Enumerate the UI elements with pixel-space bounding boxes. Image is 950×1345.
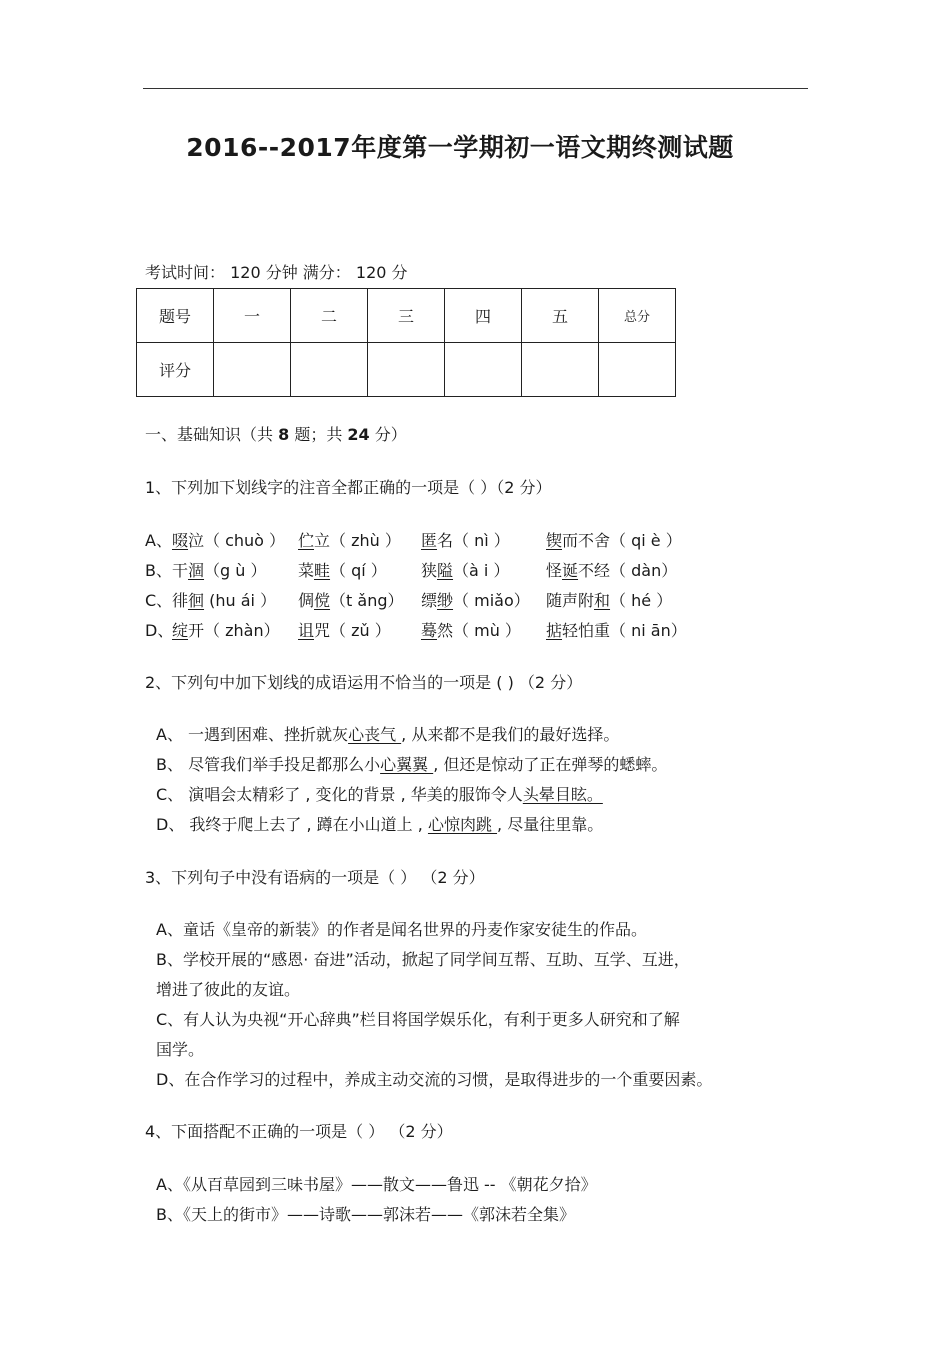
option-item [546, 621, 687, 641]
underlined-char: 伫 [298, 531, 315, 550]
underlined-char: 诞 [562, 561, 579, 580]
option-label: D、 [145, 621, 174, 640]
item-text: （ qí ） [330, 561, 387, 580]
underlined-char: 啜 [172, 531, 189, 550]
question-3-stem: 3、下列句子中没有语病的一项是（ ） （2 分） [145, 868, 485, 887]
option-item [298, 591, 404, 611]
item-text: 菜 [298, 561, 315, 580]
score-header-cell: 题号 [137, 289, 214, 343]
question-3-option-c-cont: 国学。 [156, 1040, 205, 1059]
item-text: （à i ） [453, 561, 510, 580]
underlined-char: 徊 [188, 591, 205, 610]
question-2-option-a [156, 725, 619, 745]
section-header-text: 题；共 [289, 425, 348, 444]
option-item [421, 591, 530, 611]
item-text: （ miǎo） [453, 591, 530, 610]
item-text: （g ù ） [204, 561, 267, 580]
option-item [298, 561, 387, 581]
option-text: , 尽量往里靠。 [497, 815, 604, 834]
option-label: B、 [156, 755, 183, 774]
underlined-char: 匿 [421, 531, 438, 550]
item-text: (hu ái ） [204, 591, 277, 610]
option-text: 尽管我们举手投足都那么小 [188, 755, 381, 774]
question-4-stem: 4、下面搭配不正确的一项是（ ） （2 分） [145, 1122, 453, 1141]
item-text: 狭 [421, 561, 438, 580]
section-header-text: 分） [369, 425, 407, 444]
question-3-option-a: A、童话《皇帝的新装》的作者是闻名世界的丹麦作家安徒生的作品。 [156, 920, 647, 939]
option-item [546, 591, 672, 611]
item-text: 而不舍（ qi è ） [562, 531, 682, 550]
question-2-option-b [156, 755, 667, 775]
section-1-header [145, 425, 407, 445]
score-table [136, 288, 676, 397]
score-header-cell: 五 [522, 289, 599, 343]
question-3-option-d: D、在合作学习的过程中，养成主动交流的习惯，是取得进步的一个重要因素。 [156, 1070, 713, 1089]
score-cell[interactable] [214, 343, 291, 397]
item-text: （t ǎng） [330, 591, 404, 610]
underlined-char: 掂 [546, 621, 563, 640]
item-text: 咒（ zǔ ） [314, 621, 391, 640]
underlined-char: 隘 [437, 561, 454, 580]
option-item [172, 561, 267, 581]
option-text: , 从来都不是我们的最好选择。 [401, 725, 620, 744]
section-points: 24 [347, 425, 370, 444]
score-table-score-row [137, 343, 676, 397]
question-3-option-b: B、学校开展的“感恩· 奋进”活动，掀起了同学间互帮、互助、互学、互进， [156, 950, 690, 969]
question-2-option-c [156, 785, 603, 805]
item-text: 缥 [421, 591, 438, 610]
option-label: B、 [145, 561, 172, 580]
score-cell[interactable] [445, 343, 522, 397]
option-text: , 但还是惊动了正在弹琴的蟋蟀。 [433, 755, 668, 774]
underlined-char: 锲 [546, 531, 563, 550]
item-text: 名（ nì ） [437, 531, 510, 550]
item-text: 怪 [546, 561, 563, 580]
option-item [298, 621, 391, 641]
underlined-char: 诅 [298, 621, 315, 640]
section-question-count: 8 [278, 425, 290, 444]
item-text: 随声附 [546, 591, 595, 610]
score-table-header-row [137, 289, 676, 343]
question-1-stem: 1、下列加下划线字的注音全都正确的一项是（ ）（2 分） [145, 478, 552, 497]
underlined-char: 蓦 [421, 621, 438, 640]
item-text: （ hé ） [610, 591, 673, 610]
underlined-char: 傥 [314, 591, 331, 610]
item-text: 不经（ dàn） [578, 561, 678, 580]
underlined-char: 缈 [437, 591, 454, 610]
underlined-char: 和 [594, 591, 611, 610]
exam-info: 考试时间： 120 分钟 满分： 120 分 [145, 263, 408, 282]
option-item [298, 531, 401, 551]
score-cell[interactable] [291, 343, 368, 397]
section-header-text: 一、基础知识（共 [145, 425, 279, 444]
option-item [546, 531, 682, 551]
item-text: 徘 [172, 591, 189, 610]
option-item [421, 561, 509, 581]
option-item [172, 531, 285, 551]
underlined-idiom: 心翼翼 [380, 755, 434, 774]
option-item [172, 591, 276, 611]
item-text: 立（ zhù ） [314, 531, 401, 550]
question-4-option-b: B、《天上的街市》——诗歌——郭沫若——《郭沫若全集》 [156, 1205, 575, 1224]
option-text: 我终于爬上去了 , 蹲在小山道上 , [189, 815, 428, 834]
question-3-option-c: C、有人认为央视“开心辞典”栏目将国学娱乐化，有利于更多人研究和了解 [156, 1010, 680, 1029]
underlined-char: 涸 [188, 561, 205, 580]
option-item [172, 621, 280, 641]
page-title: 2016--2017年度第一学期初一语文期终测试题 [186, 133, 734, 162]
question-2-stem: 2、下列句中加下划线的成语运用不恰当的一项是 ( ) （2 分） [145, 673, 583, 692]
score-row-label: 评分 [137, 343, 214, 397]
underlined-char: 畦 [314, 561, 331, 580]
item-text: 开（ zhàn） [188, 621, 280, 640]
question-3-option-b-cont: 增进了彼此的友谊。 [156, 980, 301, 999]
underlined-idiom: 心丧气 [348, 725, 402, 744]
option-item [421, 621, 521, 641]
option-text: 演唱会太精彩了 , 变化的背景 , 华美的服饰令人 [188, 785, 523, 804]
item-text: 轻怕重（ ni ān） [562, 621, 687, 640]
option-label: D、 [156, 815, 185, 834]
option-label: C、 [145, 591, 173, 610]
option-label: A、 [145, 531, 172, 550]
item-text: 泣（ chuò ） [188, 531, 286, 550]
question-2-option-d [156, 815, 603, 835]
underlined-char: 绽 [172, 621, 189, 640]
item-text: 然（ mù ） [437, 621, 521, 640]
item-text: 倜 [298, 591, 315, 610]
option-label: C、 [156, 785, 184, 804]
option-label: A、 [156, 725, 183, 744]
option-item [546, 561, 677, 581]
score-header-cell: 一 [214, 289, 291, 343]
question-4-option-a: A、《从百草园到三味书屋》——散文——鲁迅 -- 《朝花夕拾》 [156, 1175, 597, 1194]
score-cell[interactable] [522, 343, 599, 397]
top-rule [143, 88, 808, 89]
score-header-cell: 总分 [599, 289, 676, 343]
score-cell[interactable] [599, 343, 676, 397]
score-header-cell: 三 [368, 289, 445, 343]
item-text: 干 [172, 561, 189, 580]
option-item [421, 531, 510, 551]
score-cell[interactable] [368, 343, 445, 397]
option-text: 一遇到困难、挫折就灰 [188, 725, 349, 744]
score-header-cell: 四 [445, 289, 522, 343]
underlined-idiom: 心惊肉跳 [427, 815, 498, 834]
underlined-idiom: 头晕目眩。 [522, 785, 603, 804]
score-header-cell: 二 [291, 289, 368, 343]
